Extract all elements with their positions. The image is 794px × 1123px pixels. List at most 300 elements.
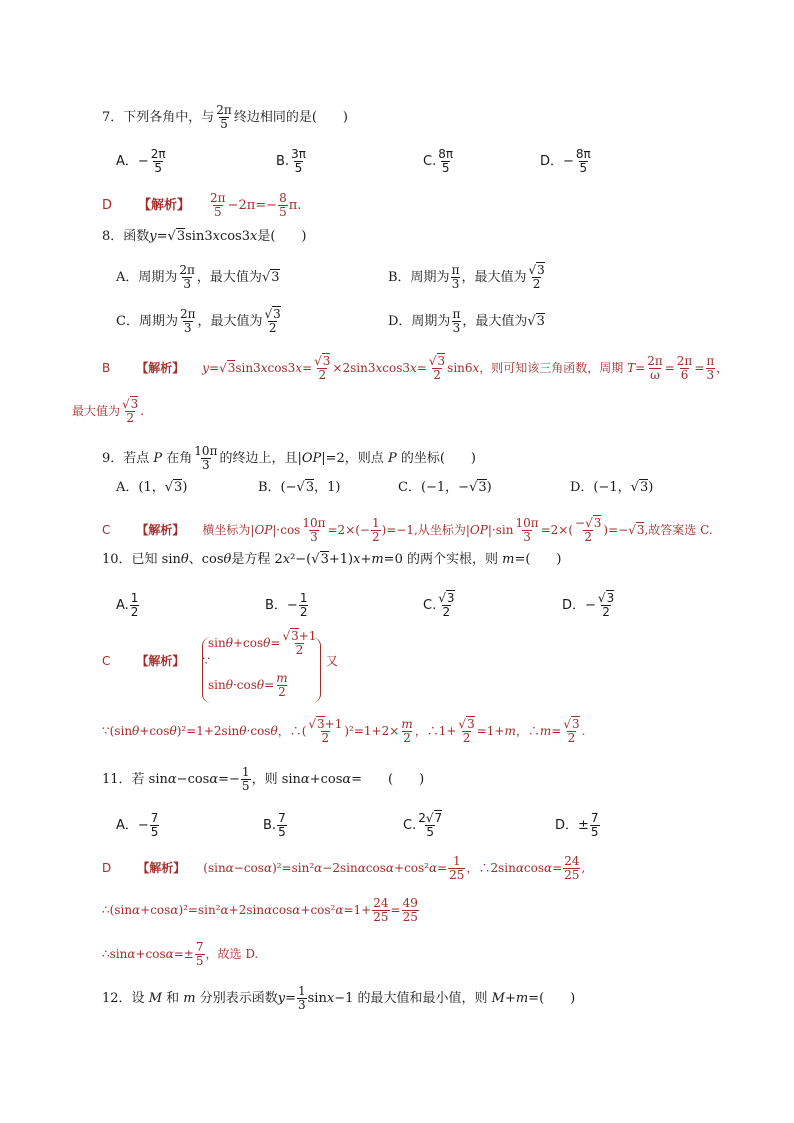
q11-stem-al1: α: [167, 772, 177, 787]
q9-sol-sin: |·sin: [487, 523, 514, 537]
q11-stem-a: 11．若 sin: [102, 772, 168, 787]
q11-opt-c-frac: [417, 812, 443, 839]
q8-sol-x5: x: [472, 361, 480, 375]
q8-opt-d-frac: [451, 308, 461, 335]
q10-l2-h: =1+: [476, 724, 505, 738]
q9-sol-g: )=−: [603, 523, 629, 537]
q9-sol-n2: 1: [371, 516, 380, 530]
q10-sys1-num: √3+1: [282, 629, 317, 643]
q11-l1-al5: α: [385, 861, 395, 875]
q8-opt-b-sqrtnum: √3: [528, 263, 545, 277]
q10-sys2-den: 2: [278, 685, 286, 699]
q8-sol-fn2-val: 3: [437, 354, 446, 368]
q11-opt-a-frac: [150, 812, 160, 839]
q10-right-brace: [312, 637, 321, 703]
q10-l2-d2: 2: [403, 731, 411, 745]
q10-l2-n4-val: 3: [571, 717, 580, 731]
q10-sys1-num-val: 3: [291, 629, 299, 643]
q11-l1-al7: α: [515, 861, 524, 875]
q9-sol-sqrt: √3: [628, 523, 645, 537]
q9-opt-a-pre: A．(1，: [116, 480, 165, 495]
q9-stem-text: 9．若点: [102, 451, 154, 466]
q11-l3-al2: α: [165, 947, 174, 961]
q10-l2-n1-plus: +1: [324, 717, 343, 731]
q9-sol-f: =2×(: [540, 523, 574, 537]
q9-opt-d-pre: D．(−1，: [570, 480, 631, 495]
q9-opt-b-sqrt-val: 3: [305, 480, 315, 495]
q10-sys1-th: θ: [225, 636, 233, 650]
q10-l2-th2: θ: [169, 724, 177, 738]
q10-opt-c-den: 2: [442, 605, 451, 619]
q10-stem-sqrt: √3: [311, 552, 329, 567]
q11-opt-a-pre: A．−: [116, 818, 149, 833]
q8-option-b: [388, 264, 547, 291]
q8-opt-b-pre: B．周期为: [388, 270, 450, 285]
q9-option-b: [258, 480, 340, 496]
q10-opt-a-den: 2: [130, 605, 139, 619]
q7-sol-frac1: [209, 192, 227, 219]
q8-opt-d-mid: ，最大值为: [462, 314, 528, 329]
q10-l2-n3: √3: [458, 717, 475, 731]
q10-l2-c: )²=1+2sin: [176, 724, 240, 738]
q11-stem-e: ，则 sin: [251, 772, 301, 787]
q12-stem: [102, 985, 575, 1012]
q7-opt-d-den: 5: [579, 161, 588, 175]
q12-stem-x: x: [326, 991, 335, 1006]
q9-sol-n4: −√3: [575, 516, 602, 530]
q10-stem-th2: θ: [223, 552, 232, 567]
q9-opt-b-sqrt: √3: [296, 480, 315, 495]
q8-sol-fd4: 6: [680, 368, 689, 382]
q8-sol2-dot: .: [140, 404, 145, 418]
q8-opt-a-mid: ，最大值为: [196, 270, 262, 285]
q11-stem: [102, 766, 424, 793]
q11-opt-c-pre: C.: [403, 818, 417, 833]
q10-l2-f: )²=1+2×: [344, 724, 400, 738]
q10-l2-m: m: [504, 724, 516, 738]
q8-opt-d-den: 3: [452, 321, 461, 335]
q8-stem-y: y: [149, 229, 157, 244]
q12-stem-a: 12．设: [102, 991, 149, 1006]
q11-l1-c: )²=sin²: [272, 861, 315, 875]
q9-sol-frac4: [574, 517, 602, 544]
q11-l2-d1: 25: [373, 910, 389, 924]
q11-l1-d: −2sin: [322, 861, 358, 875]
q10-l2-n2: m: [401, 717, 413, 731]
q11-l3-b: +cos: [135, 947, 166, 961]
q10-opt-c-num: √3: [438, 591, 455, 605]
q10-sys1-eq: =: [270, 636, 281, 650]
q10-stem-e: +1): [328, 552, 354, 567]
q8-sol-text: ，则可知该三角函数，周期: [479, 361, 628, 375]
q8-sol-fn3: 2π: [647, 354, 663, 368]
q10-sys2-th2: θ: [256, 678, 265, 692]
q9-stem-mid2: 的终边上，且|: [219, 451, 302, 466]
q7-opt-d-label: D．−: [540, 154, 574, 169]
q8-sol2-num-val: 3: [130, 397, 139, 411]
q9-sol-d3: 3: [523, 530, 531, 544]
q11-l2-n1: 24: [373, 896, 389, 910]
q9-stem-mid: 在角: [162, 451, 193, 466]
q11-l1-e: cos: [365, 861, 386, 875]
q11-l1-al2: α: [263, 861, 273, 875]
q10-opt-b-frac: [299, 592, 309, 619]
q9-option-a: [116, 480, 187, 496]
q10-l2-d: ·cos: [246, 724, 271, 738]
q10-you: [326, 653, 338, 669]
q8-opt-a-sqrt: √3: [261, 270, 280, 285]
q9-solution: [102, 517, 713, 544]
q10-option-a: [116, 592, 140, 619]
q8-sol-fn1-val: 3: [322, 354, 331, 368]
q7-stem: [102, 104, 348, 131]
q10-l2-d4: 2: [567, 731, 576, 745]
q10-l2-n4: √3: [563, 717, 580, 731]
q10-system-eq1: [208, 630, 318, 657]
q8-option-c: [116, 308, 283, 335]
q10-stem-b: 、cos: [188, 552, 224, 567]
q9-stem-OP: OP: [301, 451, 322, 466]
q9-sol-cos: |·cos: [272, 523, 301, 537]
q11-stem-f: +cos: [309, 772, 343, 787]
q10-opt-d-den: 2: [602, 605, 610, 619]
q10-sys1-sin: sin: [208, 636, 226, 650]
q7-option-c: [423, 148, 455, 175]
q12-stem-m: m: [183, 991, 196, 1006]
q10-sys2-th: θ: [225, 678, 233, 692]
q11-l3-e: ，故选 D.: [205, 947, 259, 961]
q9-stem-frac: [193, 445, 218, 472]
q10-stem-x2: x: [353, 552, 361, 567]
q10-option-c: [423, 592, 457, 619]
q8-sol-eq4: =: [635, 361, 646, 375]
q7-opt-c-label: C.: [423, 154, 437, 169]
q7-sol-frac2: [278, 192, 288, 219]
q8-stem-sin: sin3: [185, 229, 213, 244]
q7-opt-b-den: 5: [294, 161, 303, 175]
q10-sys2-cos: ·cos: [232, 678, 257, 692]
q11-l2-d: +2sin: [228, 903, 265, 917]
q10-opt-b-den: 2: [299, 605, 308, 619]
q11-opt-d-pre: D．±: [555, 818, 589, 833]
q8-opt-d-sqrt-val: 3: [536, 314, 545, 329]
q10-sys1-th2: θ: [263, 636, 271, 650]
q11-opt-c-sqrt-val: 7: [434, 811, 443, 825]
q11-l1-k: ,: [581, 861, 586, 875]
q10-l2-m2: m: [539, 724, 552, 738]
q9-sol-n3: 10π: [515, 516, 539, 530]
q11-l3-n: 7: [195, 940, 204, 954]
q8-sol2-text: 最大值为: [72, 404, 121, 418]
q9-jiexi-label: 【解析】: [136, 523, 185, 537]
q8-opt-b-den2: 2: [532, 277, 541, 291]
q10-because: ∵: [202, 654, 211, 668]
q10-stem-h: =( ): [514, 552, 562, 567]
q12-stem-y: y: [277, 991, 286, 1006]
q11-l2-g: =1+: [343, 903, 372, 917]
q8-opt-c-den2: 2: [268, 321, 277, 335]
q9-stem-mid3: |=2，则点: [321, 451, 388, 466]
q9-opt-a-sqrt: √3: [164, 480, 183, 495]
q10-sys2-frac: [275, 672, 288, 699]
q8-sol-x3: x: [375, 361, 383, 375]
q8-stem: [102, 229, 307, 245]
q11-l2-h: =: [390, 903, 401, 917]
q8-sol-frac2: [428, 355, 446, 382]
q9-opt-a-sqrt-val: 3: [174, 480, 183, 495]
q11-l2-al2: α: [170, 903, 179, 917]
q10-l2-n1-val: 3: [317, 717, 325, 731]
q9-sol-d2: 2: [371, 530, 380, 544]
q8-opt-c-num: 2π: [179, 307, 196, 321]
q8-sol-sqrt: √3: [219, 361, 236, 375]
q9-sol-n4-val: 3: [593, 516, 602, 530]
q11-opt-c-num: 2√7: [418, 811, 443, 825]
q11-l2-al3: α: [220, 903, 229, 917]
q9-sol-d: )=−1,从坐标为|: [381, 523, 470, 537]
q11-solution-line1: [102, 855, 585, 882]
q7-opt-b-frac: [290, 148, 307, 175]
q9-opt-c-post: ): [486, 480, 492, 495]
q11-stem-g: = ( ): [351, 772, 425, 787]
q8-sol2-frac: [121, 398, 139, 425]
q7-opt-d-frac: [575, 148, 592, 175]
q7-stem-paren: 终边相同的是( ): [233, 110, 348, 125]
q10-stem-sqrt-val: 3: [320, 552, 329, 567]
q8-opt-c-pre: C．周期为: [116, 314, 178, 329]
q8-opt-c-sqrtnum-val: 3: [273, 307, 281, 321]
q7-opt-b-num: 3π: [291, 147, 306, 161]
q7-opt-b-label: B.: [276, 154, 290, 169]
q11-l2-al1: α: [132, 903, 141, 917]
q11-l1-al1: α: [225, 861, 234, 875]
q8-sol-frac5: [705, 355, 715, 382]
q10-solution-line2: [102, 718, 585, 745]
q9-sol-frac3: [514, 517, 539, 544]
q8-opt-d-pre: D．周期为: [388, 314, 451, 329]
q10-stem-c: 是方程 2: [231, 552, 283, 567]
q9-option-d: [570, 480, 653, 496]
q9-sol-h: ,故答案选 C.: [644, 523, 713, 537]
q11-l3-d: 5: [195, 954, 204, 968]
q10-opt-c-pre: C.: [423, 598, 437, 613]
q7-option-d: [540, 148, 593, 175]
q10-opt-a-pre: A.: [116, 598, 129, 613]
q8-stem-cos: cos3: [219, 229, 251, 244]
q11-opt-d-den: 5: [590, 825, 599, 839]
q11-l3-frac: [195, 941, 205, 968]
q11-l1-d2: 25: [564, 868, 580, 882]
q9-answer: C: [102, 523, 111, 537]
q10-opt-a-frac: [130, 592, 140, 619]
q10-l2-n1: √3+1: [308, 717, 343, 731]
q10-sys2-sin: sin: [208, 678, 226, 692]
q7-jiexi-label: 【解析】: [138, 198, 191, 213]
q8-opt-c-den: 3: [183, 321, 192, 335]
q8-sol-fn4: 2π: [676, 354, 693, 368]
q10-l2-i: ，∴: [515, 724, 540, 738]
q10-answer: C: [102, 654, 111, 668]
q10-opt-d-pre: D．−: [562, 598, 596, 613]
q11-jiexi-label: 【解析】: [137, 861, 186, 875]
q8-sol-sqrt-val: 3: [227, 361, 236, 375]
q11-opt-c-den: 5: [426, 825, 434, 839]
q11-l3-al1: α: [127, 947, 136, 961]
q10-l2-k: .: [581, 724, 586, 738]
q11-l1-j: =: [552, 861, 563, 875]
q7-stem-frac-num: 2π: [216, 103, 232, 117]
q11-stem-num: 1: [241, 765, 250, 779]
q8-sol-cos: cos3: [267, 361, 296, 375]
q8-sol-fd3: ω: [650, 368, 660, 382]
q8-sol-eq2: =: [302, 361, 313, 375]
q10-l2-th4: θ: [270, 724, 278, 738]
q10-you-text: 又: [326, 654, 339, 668]
q8-opt-c-frac2: [264, 308, 282, 335]
q8-sol-x1: x: [260, 361, 268, 375]
q9-stem-paren: 的坐标( ): [396, 451, 476, 466]
q11-opt-b-pre: B.: [263, 818, 277, 833]
q8-stem-sqrt-val: 3: [176, 229, 186, 244]
q8-sol-fd5: 3: [706, 368, 715, 382]
q11-l2-d2: 25: [402, 910, 418, 924]
q10-l2-n3-val: 3: [467, 717, 475, 731]
q10-option-b: [265, 592, 309, 619]
q8-solution: [102, 355, 728, 382]
q11-opt-b-frac: [277, 812, 287, 839]
q7-option-b: [276, 148, 308, 175]
q11-l2-e: cos: [272, 903, 293, 917]
q11-l1-al6: α: [428, 861, 438, 875]
q8-opt-a-num: 2π: [179, 263, 195, 277]
q11-l1-frac1: [448, 855, 465, 882]
q10-opt-c-frac: [437, 592, 455, 619]
q11-l1-n: 1: [452, 854, 461, 868]
q7-opt-a-den: 5: [154, 161, 163, 175]
q9-stem-P: P: [153, 451, 163, 466]
q9-stem-P2: P: [387, 451, 397, 466]
q7-opt-c-den: 5: [441, 161, 450, 175]
q12-stem-M: M: [148, 991, 162, 1006]
q11-l1-f: +cos²: [394, 861, 429, 875]
q8-sol2-den: 2: [126, 411, 134, 425]
q10-opt-d-num-val: 3: [606, 591, 615, 605]
q10-opt-d-num: √3: [597, 591, 615, 605]
q8-sol-eq1: =: [209, 361, 220, 375]
q9-sol-OP: OP: [254, 523, 273, 537]
q9-opt-c-sqrt: √3: [469, 480, 487, 495]
q11-option-b: [263, 812, 288, 839]
q10-opt-c-num-val: 3: [446, 591, 455, 605]
q7-stem-fraction: [215, 104, 233, 131]
q10-l2-th: θ: [132, 724, 140, 738]
q9-sol-n4-minus: −: [575, 516, 586, 530]
q8-opt-b-den: 3: [451, 277, 460, 291]
q11-l2-al6: α: [335, 903, 344, 917]
q10-stem-m: m: [371, 552, 384, 567]
q10-system-eq2: [208, 672, 290, 699]
q8-sol-T: T: [627, 361, 636, 375]
q11-l2-al4: α: [264, 903, 273, 917]
q10-l2-b: +cos: [139, 724, 170, 738]
q11-l2-frac1: [372, 897, 389, 924]
q8-opt-b-sqrtnum-val: 3: [537, 263, 545, 277]
q10-opt-b-pre: B．−: [265, 598, 298, 613]
q10-solution-head: [102, 653, 210, 669]
q9-opt-d-sqrt: √3: [630, 480, 649, 495]
q8-opt-b-mid: ，最大值为: [461, 270, 527, 285]
q10-sys1-den: 2: [295, 643, 304, 657]
q8-opt-a-pre: A．周期为: [116, 270, 178, 285]
q7-answer: D: [102, 198, 113, 213]
q9-stem-num: 10π: [194, 444, 218, 458]
q11-l1-n2: 24: [564, 854, 580, 868]
q8-sol-fn1: √3: [314, 354, 331, 368]
q11-option-c: [403, 812, 444, 839]
q9-sol-a: 横坐标为|: [202, 523, 255, 537]
q11-stem-den: 5: [241, 779, 250, 793]
q10-l2-frac4: [562, 718, 580, 745]
q11-l1-al8: α: [544, 861, 553, 875]
q11-solution-line2: [102, 897, 420, 924]
q8-opt-a-frac: [178, 264, 196, 291]
q8-stem-paren: 是( ): [257, 229, 307, 244]
q8-option-d: [388, 308, 545, 335]
q8-sol-fn5: π: [706, 354, 715, 368]
q11-l1-i: cos: [523, 861, 545, 875]
q8-sol-frac1: [313, 355, 331, 382]
q8-sol-y: y: [202, 361, 210, 375]
q11-opt-b-den: 5: [278, 825, 286, 839]
q8-opt-b-num: π: [451, 263, 460, 277]
q11-l1-al4: α: [357, 861, 366, 875]
q11-l1-a: (sin: [203, 861, 226, 875]
q10-sys2-eq: =: [264, 678, 275, 692]
q8-sol-sin6: sin6: [447, 361, 473, 375]
q7-option-a: [116, 148, 168, 175]
q9-sol-d4: 2: [584, 530, 593, 544]
q8-sol-fd2: 2: [433, 368, 441, 382]
q7-sol-mid: −2π=−: [227, 198, 278, 213]
q8-sol-times: ×2sin3: [332, 361, 376, 375]
q10-stem-d: ²−(: [290, 552, 312, 567]
q7-sol-post: π.: [288, 198, 302, 213]
q8-stem-sqrt: √3: [167, 229, 186, 244]
q8-sol-sin: sin3: [235, 361, 261, 375]
q11-l2-al5: α: [292, 903, 301, 917]
q8-stem-eq: =: [156, 229, 168, 244]
q8-stem-text: 8．函数: [102, 229, 150, 244]
q9-sol-frac1: [301, 517, 326, 544]
q11-answer: D: [102, 861, 112, 875]
q7-opt-a-frac: [150, 148, 167, 175]
q7-sol-n2: 8: [279, 191, 287, 205]
q11-opt-a-num: 7: [150, 811, 159, 825]
q8-sol-cos2: cos3: [382, 361, 411, 375]
q8-jiexi-label: 【解析】: [136, 361, 185, 375]
q9-opt-c-sqrt-val: 3: [478, 480, 487, 495]
q7-sol-d1: 5: [213, 205, 222, 219]
q8-sol-eq6: =: [694, 361, 705, 375]
q10-stem-f: +: [360, 552, 372, 567]
q12-stem-den: 3: [298, 998, 306, 1012]
q9-opt-d-post: ): [648, 480, 654, 495]
q11-l2-c: )²=sin²: [178, 903, 221, 917]
q9-opt-b-pre: B．(−: [258, 480, 297, 495]
q8-sol-comma: ，: [716, 361, 729, 375]
q7-solution: [102, 192, 301, 219]
q11-stem-b: −cos: [176, 772, 210, 787]
